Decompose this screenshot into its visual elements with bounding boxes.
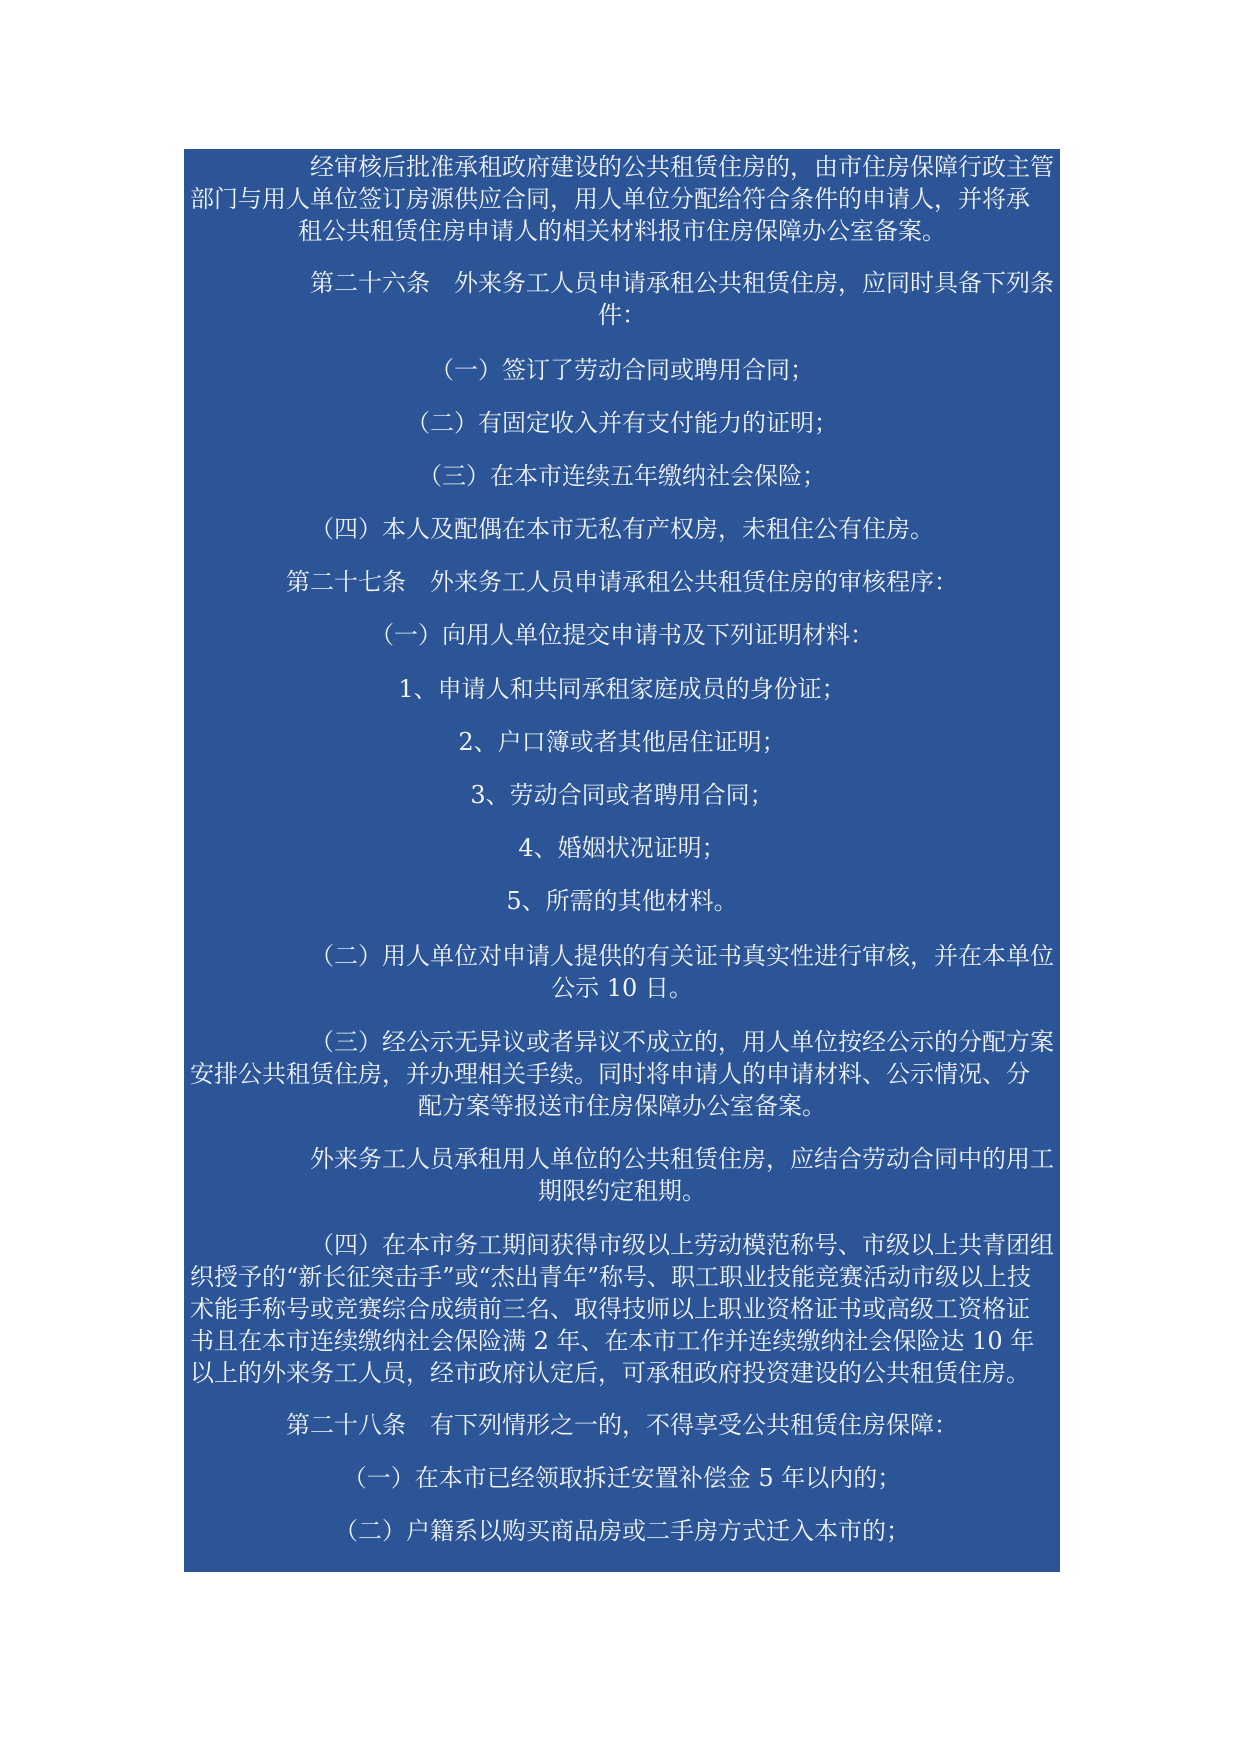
text-line: 期限约定租期。 [538,1177,706,1205]
text-line: 织授予的“新长征突击手”或“杰出青年”称号、职工职业技能竞赛活动市级以上技 [190,1263,1032,1291]
material-item-2: 2、户口簿或者其他居住证明； [458,728,786,756]
article-27-heading: 第二十七条 外来务工人员申请承租公共租赁住房的审核程序： [286,568,958,596]
text-line: （二）用人单位对申请人提供的有关证书真实性进行审核，并在本单位 [310,942,1054,970]
text-line: 配方案等报送市住房保障办公室备案。 [418,1092,826,1120]
text-line: 安排公共租赁住房，并办理相关手续。同时将申请人的申请材料、公示情况、分 [190,1060,1030,1088]
text-line: 件： [598,301,646,329]
text-line: （四）在本市务工期间获得市级以上劳动模范称号、市级以上共青团组 [310,1231,1054,1259]
document-panel [184,149,1060,1572]
article-27-item-2 [190,940,1054,1004]
article-28-item-2: （二）户籍系以购买商品房或二手房方式迁入本市的； [334,1517,910,1545]
article-26-heading [190,267,1054,331]
text-line: 经审核后批准承租政府建设的公共租赁住房的，由市住房保障行政主管 [310,153,1054,181]
lease-term-paragraph [190,1143,1054,1207]
article-26-item-1: （一）签订了劳动合同或聘用合同； [430,356,814,384]
text-line: 部门与用人单位签订房源供应合同，用人单位分配给符合条件的申请人，并将承 [190,185,1030,213]
paragraph-approval-contract [190,151,1054,247]
article-26-item-3: （三）在本市连续五年缴纳社会保险； [418,462,826,490]
material-item-4: 4、婚姻状况证明； [518,834,726,862]
text-line: 公示 10 日。 [551,974,693,1002]
material-item-5: 5、所需的其他材料。 [506,887,738,915]
text-line: 外来务工人员承租用人单位的公共租赁住房，应结合劳动合同中的用工 [310,1145,1054,1173]
article-26-item-2: （二）有固定收入并有支付能力的证明； [406,409,838,437]
article-27-item-3 [190,1026,1054,1122]
text-line: 书且在本市连续缴纳社会保险满 2 年、在本市工作并连续缴纳社会保险达 10 年 [190,1327,1035,1355]
article-27-item-4 [190,1229,1054,1389]
text-line: 术能手称号或竞赛综合成绩前三名、取得技师以上职业资格证书或高级工资格证 [190,1295,1030,1323]
article-27-item-1: （一）向用人单位提交申请书及下列证明材料： [370,621,874,649]
text-line: 租公共租赁住房申请人的相关材料报市住房保障办公室备案。 [298,217,946,245]
article-28-item-1: （一）在本市已经领取拆迁安置补偿金 5 年以内的； [342,1464,902,1492]
material-item-3: 3、劳动合同或者聘用合同； [470,781,774,809]
text-line: （三）经公示无异议或者异议不成立的，用人单位按经公示的分配方案 [310,1028,1054,1056]
text-line: 第二十六条 外来务工人员申请承租公共租赁住房，应同时具备下列条 [310,269,1054,297]
article-26-item-4: （四）本人及配偶在本市无私有产权房，未租住公有住房。 [310,515,934,543]
material-item-1: 1、申请人和共同承租家庭成员的身份证； [398,675,846,703]
article-28-heading: 第二十八条 有下列情形之一的，不得享受公共租赁住房保障： [286,1411,958,1439]
text-line: 以上的外来务工人员，经市政府认定后，可承租政府投资建设的公共租赁住房。 [190,1359,1030,1387]
